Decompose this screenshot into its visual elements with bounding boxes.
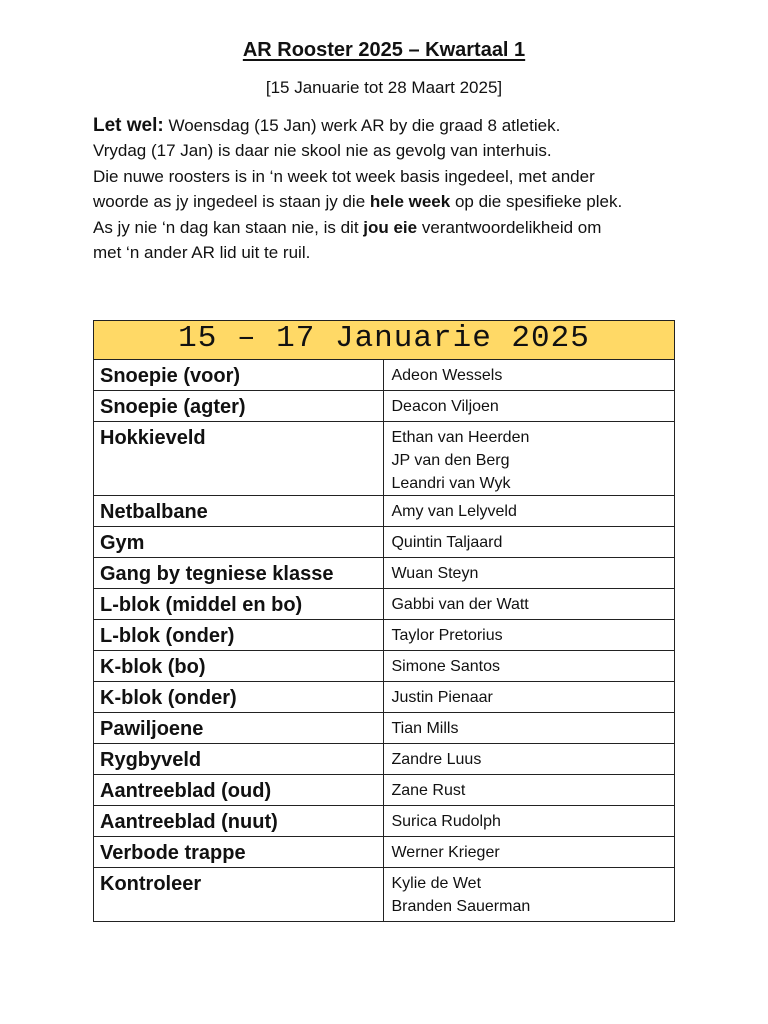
document-title: [0, 36, 768, 64]
member-name: Zandre Luus: [391, 751, 482, 768]
duty-location: L-blok (onder): [94, 620, 384, 651]
assigned-members: [384, 620, 675, 651]
assigned-members: [384, 744, 675, 775]
document-title-text: AR Rooster 2025 – Kwartaal 1: [242, 39, 526, 61]
notes-line-2: Vrydag (17 Jan) is daar nie skool nie as gevolg van interhuis.: [93, 141, 552, 161]
roster-table: [93, 320, 675, 922]
duty-location: Pawiljoene: [94, 713, 384, 744]
table-row: [94, 682, 675, 713]
table-row: [94, 775, 675, 806]
notes-lead-label: Let wel:: [93, 115, 164, 136]
member-name: Surica Rudolph: [391, 813, 501, 830]
notes-line-4: [93, 189, 693, 214]
member-name: Zane Rust: [391, 782, 466, 799]
assigned-members: [384, 775, 675, 806]
duty-location: K-blok (onder): [94, 682, 384, 713]
member-name: Gabbi van der Watt: [391, 596, 529, 613]
assigned-members: [384, 806, 675, 837]
notes-line-1: [93, 113, 693, 138]
table-row: [94, 558, 675, 589]
duty-location: K-blok (bo): [94, 651, 384, 682]
member-name: Ethan van Heerden: [391, 429, 530, 446]
duty-location: Snoepie (agter): [94, 391, 384, 422]
assigned-members: [384, 589, 675, 620]
notes-block: [93, 113, 693, 265]
duty-location: Rygbyveld: [94, 744, 384, 775]
date-range: [15 Januarie tot 28 Maart 2025]: [265, 78, 503, 97]
notes-line-4-a: woorde as jy ingedeel is staan jy die: [93, 192, 370, 212]
notes-line-5-a: As jy nie ‘n dag kan staan nie, is dit: [93, 217, 364, 237]
notes-line-1-text: Woensdag (15 Jan) werk AR by die graad 8 atletiek.: [163, 116, 561, 135]
notes-line-4-bold: hele week: [369, 192, 451, 212]
assigned-members: [384, 422, 675, 496]
member-name: Leandri van Wyk: [391, 475, 511, 492]
duty-location: Aantreeblad (oud): [94, 775, 384, 806]
table-row: [94, 744, 675, 775]
assigned-members: [384, 496, 675, 527]
member-name: Kylie de Wet: [391, 875, 482, 892]
assigned-members: [384, 713, 675, 744]
table-row: [94, 527, 675, 558]
assigned-members: [384, 837, 675, 868]
member-name: Quintin Taljaard: [391, 534, 503, 551]
member-name: Adeon Wessels: [391, 367, 503, 384]
member-name: Branden Sauerman: [391, 898, 531, 915]
assigned-members: [384, 527, 675, 558]
member-name: Werner Krieger: [391, 844, 500, 861]
table-row: [94, 620, 675, 651]
notes-line-4-b: op die spesifieke plek.: [450, 192, 623, 212]
duty-location: Netbalbane: [94, 496, 384, 527]
duty-location: L-blok (middel en bo): [94, 589, 384, 620]
table-row: [94, 868, 675, 922]
assigned-members: [384, 651, 675, 682]
duty-location: Snoepie (voor): [94, 360, 384, 391]
duty-location: Gang by tegniese klasse: [94, 558, 384, 589]
roster-body: [94, 360, 675, 922]
duty-location: Verbode trappe: [94, 837, 384, 868]
assigned-members: [384, 558, 675, 589]
notes-line-5: [93, 215, 693, 240]
member-name: Amy van Lelyveld: [391, 503, 517, 520]
table-row: [94, 713, 675, 744]
member-name: Justin Pienaar: [391, 689, 493, 706]
member-name: Tian Mills: [391, 720, 459, 737]
notes-line-3: Die nuwe roosters is in ‘n week tot week basis ingedeel, met ander: [93, 166, 595, 186]
duty-location: Kontroleer: [94, 868, 384, 922]
member-name: Taylor Pretorius: [391, 627, 503, 644]
duty-location: Gym: [94, 527, 384, 558]
member-name: Deacon Viljoen: [391, 398, 499, 415]
duty-location: Aantreeblad (nuut): [94, 806, 384, 837]
table-row: [94, 806, 675, 837]
table-row: [94, 391, 675, 422]
assigned-members: [384, 868, 675, 922]
table-row: [94, 837, 675, 868]
member-name: JP van den Berg: [391, 452, 510, 469]
assigned-members: [384, 682, 675, 713]
notes-line-6: met ‘n ander AR lid uit te ruil.: [93, 243, 311, 263]
member-name: Wuan Steyn: [391, 565, 479, 582]
notes-line-5-b: verantwoordelikheid om: [417, 217, 602, 237]
duty-location: Hokkieveld: [94, 422, 384, 496]
assigned-members: [384, 360, 675, 391]
table-row: [94, 589, 675, 620]
table-row: [94, 496, 675, 527]
member-name: Simone Santos: [391, 658, 500, 675]
table-row: [94, 360, 675, 391]
table-row: [94, 422, 675, 496]
week-header: 15 – 17 Januarie 2025: [94, 321, 675, 360]
notes-line-5-bold: jou eie: [363, 217, 418, 237]
table-row: [94, 651, 675, 682]
assigned-members: [384, 391, 675, 422]
